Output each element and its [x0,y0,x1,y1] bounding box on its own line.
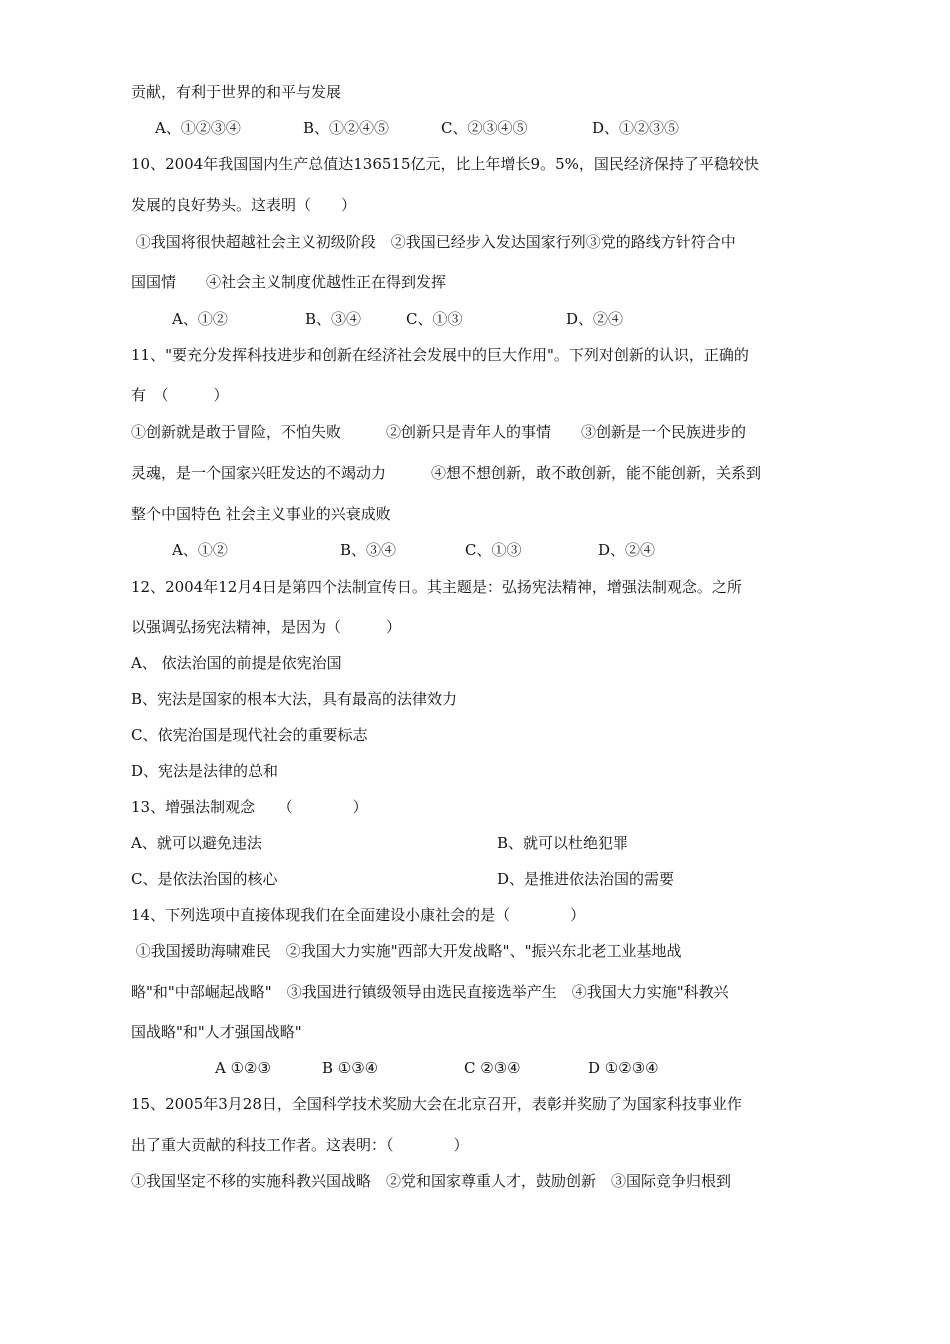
text-line: 发展的良好势头。这表明（ ） [131,196,357,214]
option-c: C、②③④⑤ [441,119,528,137]
option-d: D、宪法是法律的总和 [131,762,279,780]
option-a: A、就可以避免违法 [131,834,262,852]
option-b: B、宪法是国家的根本大法，具有最高的法律效力 [131,690,458,708]
option-b: B、①②④⑤ [303,119,390,137]
question-12: 12、2004年12月4日是第四个法制宣传日。其主题是：弘扬宪法精神，增强法制观念。之所 [131,578,742,596]
question-15: 15、2005年3月28日，全国科学技术奖励大会在北京召开，表彰并奖励了为国家科技事业作 [131,1095,742,1113]
option-c: C、依宪治国是现代社会的重要标志 [131,726,368,744]
text-line: 整个中国特色 社会主义事业的兴衰成败 [131,505,391,523]
option-c: C、是依法治国的核心 [131,870,278,888]
option-d: D、①②③⑤ [592,119,680,137]
text-line: ①我国将很快超越社会主义初级阶段 ②我国已经步入发达国家行列③党的路线方针符合中 [131,233,736,251]
option-d: D、是推进依法治国的需要 [497,870,675,888]
text-line: ①我国坚定不移的实施科教兴国战略 ②党和国家尊重人才，鼓励创新 ③国际竞争归根到 [131,1172,732,1190]
text-line: ①创新就是敢于冒险，不怕失败 ②创新只是青年人的事情 ③创新是一个民族进步的 [131,423,747,441]
text-line: 国战略"和"人才强国战略" [131,1023,302,1041]
question-13: 13、增强法制观念 （ ） [131,798,368,816]
text-line: 灵魂，是一个国家兴旺发达的不竭动力 ④想不想创新，敢不敢创新，能不能创新，关系到 [131,464,762,482]
option-a: A、①② [172,541,228,559]
option-a: A ①②③ [215,1059,271,1077]
question-10: 10、2004年我国国内生产总值达136515亿元，比上年增长9。5%，国民经济保持了平稳较快 [131,155,759,173]
option-b: B、③④ [305,310,362,328]
question-11: 11、"要充分发挥科技进步和创新在经济社会发展中的巨大作用"。下列对创新的认识，正确的 [131,346,749,364]
text-line: 国国情 ④社会主义制度优越性正在得到发挥 [131,273,447,291]
text-line: 略"和"中部崛起战略" ③我国进行镇级领导由选民直接选举产生 ④我国大力实施"科教兴 [131,983,729,1001]
option-d: D、②④ [566,310,624,328]
option-b: B、就可以杜绝犯罪 [497,834,629,852]
option-b: B ①③④ [322,1059,379,1077]
option-c: C、①③ [406,310,463,328]
option-d: D、②④ [598,541,656,559]
option-a: A、①② [172,310,228,328]
option-a: A、 依法治国的前提是依宪治国 [131,654,342,672]
text-line: 贡献，有利于世界的和平与发展 [131,83,342,101]
text-line: ①我国援助海啸难民 ②我国大力实施"西部大开发战略"、"振兴东北老工业基地战 [131,942,682,960]
text-line: 以强调弘扬宪法精神，是因为（ ） [131,618,402,636]
option-c: C、①③ [465,541,522,559]
option-c: C ②③④ [464,1059,521,1077]
option-a: A、①②③④ [155,119,241,137]
option-b: B、③④ [340,541,397,559]
option-d: D ①②③④ [588,1059,659,1077]
text-line: 有 （ ） [131,386,229,404]
text-line: 出了重大贡献的科技工作者。这表明：（ ） [131,1136,469,1154]
question-14: 14、下列选项中直接体现我们在全面建设小康社会的是（ ） [131,906,586,924]
